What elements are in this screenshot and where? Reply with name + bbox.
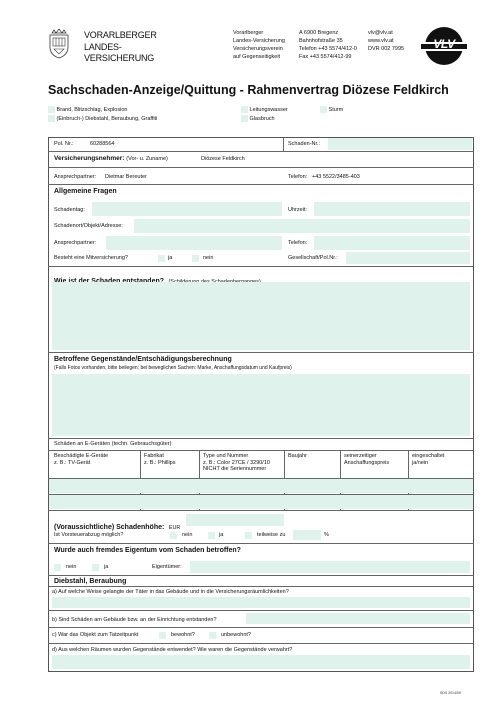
items-sub: (Falls Fotos vorhanden, bitte beilegen; bei beweglichen Sachen: Marke, Anschaffungsdatum und Kaufpreis)	[54, 365, 292, 371]
checkbox-inhabited[interactable]	[159, 632, 166, 639]
col-brand: Fabrikat z. B.: Phillips	[144, 453, 176, 466]
damage-type-list	[48, 106, 157, 124]
vat-percent-sign: %	[324, 532, 329, 538]
checkbox-foreign-no[interactable]	[54, 564, 61, 571]
theft-question-b: b) Sind Schäden am Gebäude bzw. an der Einrichtung entstanden?	[52, 617, 217, 623]
phone-value: +43 5522/3485-403	[312, 174, 360, 180]
theft-title: Diebstahl, Beraubung	[54, 578, 127, 585]
checkbox-coins-yes[interactable]	[158, 255, 165, 262]
coins-no-label: nein	[203, 255, 214, 261]
vat-partial-label: teilweise zu	[257, 532, 286, 538]
pol-nr-label: Pol. Nr.:	[54, 141, 74, 147]
general-phone-label: Telefon:	[288, 240, 308, 246]
coins-yes-label: ja	[168, 255, 173, 261]
checkbox-foreign-yes[interactable]	[92, 564, 99, 571]
company-input[interactable]	[346, 252, 470, 264]
amount-input[interactable]	[186, 514, 284, 526]
checkbox-glass[interactable]	[241, 115, 248, 122]
checkbox-vat-partial[interactable]	[245, 532, 252, 539]
label-glass: Glasbruch	[249, 116, 275, 122]
theft-question-a: a) Auf welche Weise gelangte der Täter in das Gebäude und in die Versicherungsräumlichkeiten?	[52, 589, 289, 595]
how-textarea[interactable]	[52, 282, 470, 350]
label-storm: Sturm	[328, 107, 344, 113]
checkbox-theft[interactable]	[48, 115, 55, 122]
col-year: Baujahr	[288, 453, 307, 459]
claim-nr-label: Schaden-Nr.:	[288, 141, 321, 147]
foreign-title: Wurde auch fremdes Eigentum vom Schaden betroffen?	[54, 547, 241, 554]
theft-answer-a[interactable]	[52, 597, 470, 608]
pol-nr-value: 60288564	[90, 141, 115, 147]
vat-yes-label: ja	[219, 532, 224, 538]
coinsurance-row	[54, 255, 128, 262]
coat-of-arms-icon	[48, 29, 70, 59]
checkbox-vat-yes[interactable]	[208, 532, 215, 539]
contact-value: Dietmar Bereuter	[105, 174, 147, 180]
checkbox-vat-no[interactable]	[170, 532, 177, 539]
coinsurance-label: Besteht eine Mitversicherung?	[54, 255, 128, 261]
col-onoff: eingeschaltet ja/nein	[412, 453, 445, 466]
logo-text: VORARLBERGER LANDES- VERSICHERUNG	[84, 30, 157, 63]
damage-type-list-mid	[241, 106, 288, 124]
damage-type-list-right	[320, 106, 343, 115]
insured-value: Diözese Feldkirch	[201, 156, 245, 162]
electro-row-1[interactable]	[49, 478, 473, 493]
insured-label: Versicherungsnehmer:	[54, 155, 125, 162]
company-block: Vorarlberger Landes-Versicherung Versicherungsverein auf Gegenseitigkeit	[233, 30, 285, 60]
insured-row	[54, 155, 168, 162]
general-contact-input[interactable]	[106, 236, 282, 250]
vat-no-label: nein	[182, 532, 193, 538]
address-block: A 6900 Bregenz Bahnhofstraße 35 Telefon +43 5574/412-0 Fax +43 5574/412-99	[299, 30, 357, 60]
checkbox-water[interactable]	[241, 106, 248, 113]
web-block: vlv@vlv.at www.vlv.at DVR 002 7995	[368, 30, 405, 52]
label-fire: Brand, Blitzschlag, Explosion	[56, 107, 128, 113]
location-input[interactable]	[134, 219, 470, 233]
time-input[interactable]	[314, 202, 470, 216]
date-label: Schadentag:	[54, 207, 85, 213]
uninhabited-label: unbewohnt?	[221, 632, 251, 638]
company-label: Gesellschaft/Pol.Nr.:	[288, 255, 338, 261]
owner-input[interactable]	[190, 561, 470, 573]
general-contact-label: Ansprechpartner:	[54, 240, 97, 246]
vat-percent-input[interactable]	[293, 530, 321, 540]
col-price: seinerzeitiger Anschaffungspreis	[344, 453, 390, 466]
vat-label: Ist Vorsteuerabzug möglich?	[54, 532, 124, 538]
items-textarea[interactable]	[52, 374, 470, 436]
general-title: Allgemeine Fragen	[54, 188, 117, 195]
col-device: Beschädigte E-Geräte z. B.: TV-Gerät	[54, 453, 109, 466]
checkbox-storm[interactable]	[320, 106, 327, 113]
time-label: Uhrzeit:	[288, 207, 307, 213]
theft-question-d: d) Aus welchen Räumen wurden Gegenstände entwendet? Wie waren die Gegenstände verwahrt?	[52, 647, 293, 653]
owner-label: Eigentümer:	[152, 564, 182, 570]
contact-label: Ansprechpartner:	[54, 174, 97, 180]
page-title: Sachschaden-Anzeige/Quittung - Rahmenvertrag Diözese Feldkirch	[48, 83, 449, 97]
vlv-logo: VLV	[425, 27, 463, 65]
checkbox-uninhabited[interactable]	[209, 632, 216, 639]
items-title: Betroffene Gegenstände/Entschädigungsberechnung	[54, 356, 232, 363]
checkbox-coins-no[interactable]	[192, 255, 199, 262]
amount-currency: EUR	[168, 525, 181, 531]
claim-nr-input[interactable]	[328, 138, 472, 150]
electro-row-2[interactable]	[49, 494, 473, 509]
date-input[interactable]	[92, 202, 282, 216]
amount-label: (Voraussichtliche) Schadenhöhe:	[54, 524, 165, 531]
checkbox-fire[interactable]	[48, 106, 55, 113]
foreign-yes-label: ja	[104, 564, 109, 570]
col-type: Type und Nummer z. B.: Color 27CE / 3290/10 NICHT die Seriennummer	[203, 453, 270, 473]
foreign-no-label: nein	[66, 564, 77, 570]
inhabited-label: bewohnt?	[171, 632, 195, 638]
label-water: Leitungswasser	[249, 107, 288, 113]
location-label: Schadenort/Objekt/Adresse:	[54, 223, 123, 229]
label-theft: (Einbruch-) Diebstahl, Beraubung, Graffiti	[56, 116, 158, 122]
theft-question-c: c) War das Objekt zum Tatzeitpunkt	[52, 632, 139, 638]
general-phone-input[interactable]	[314, 236, 470, 250]
phone-label: Telefon:	[288, 174, 308, 180]
theft-answer-d[interactable]	[52, 655, 470, 669]
electro-title: Schäden an E-Geräten (techn. Gebrauchsgüter)	[54, 441, 172, 447]
theft-answer-b[interactable]	[246, 613, 470, 624]
form-code: SDS 2014/09	[440, 691, 461, 695]
insured-sub: (Vor- u. Zuname)	[126, 156, 168, 162]
